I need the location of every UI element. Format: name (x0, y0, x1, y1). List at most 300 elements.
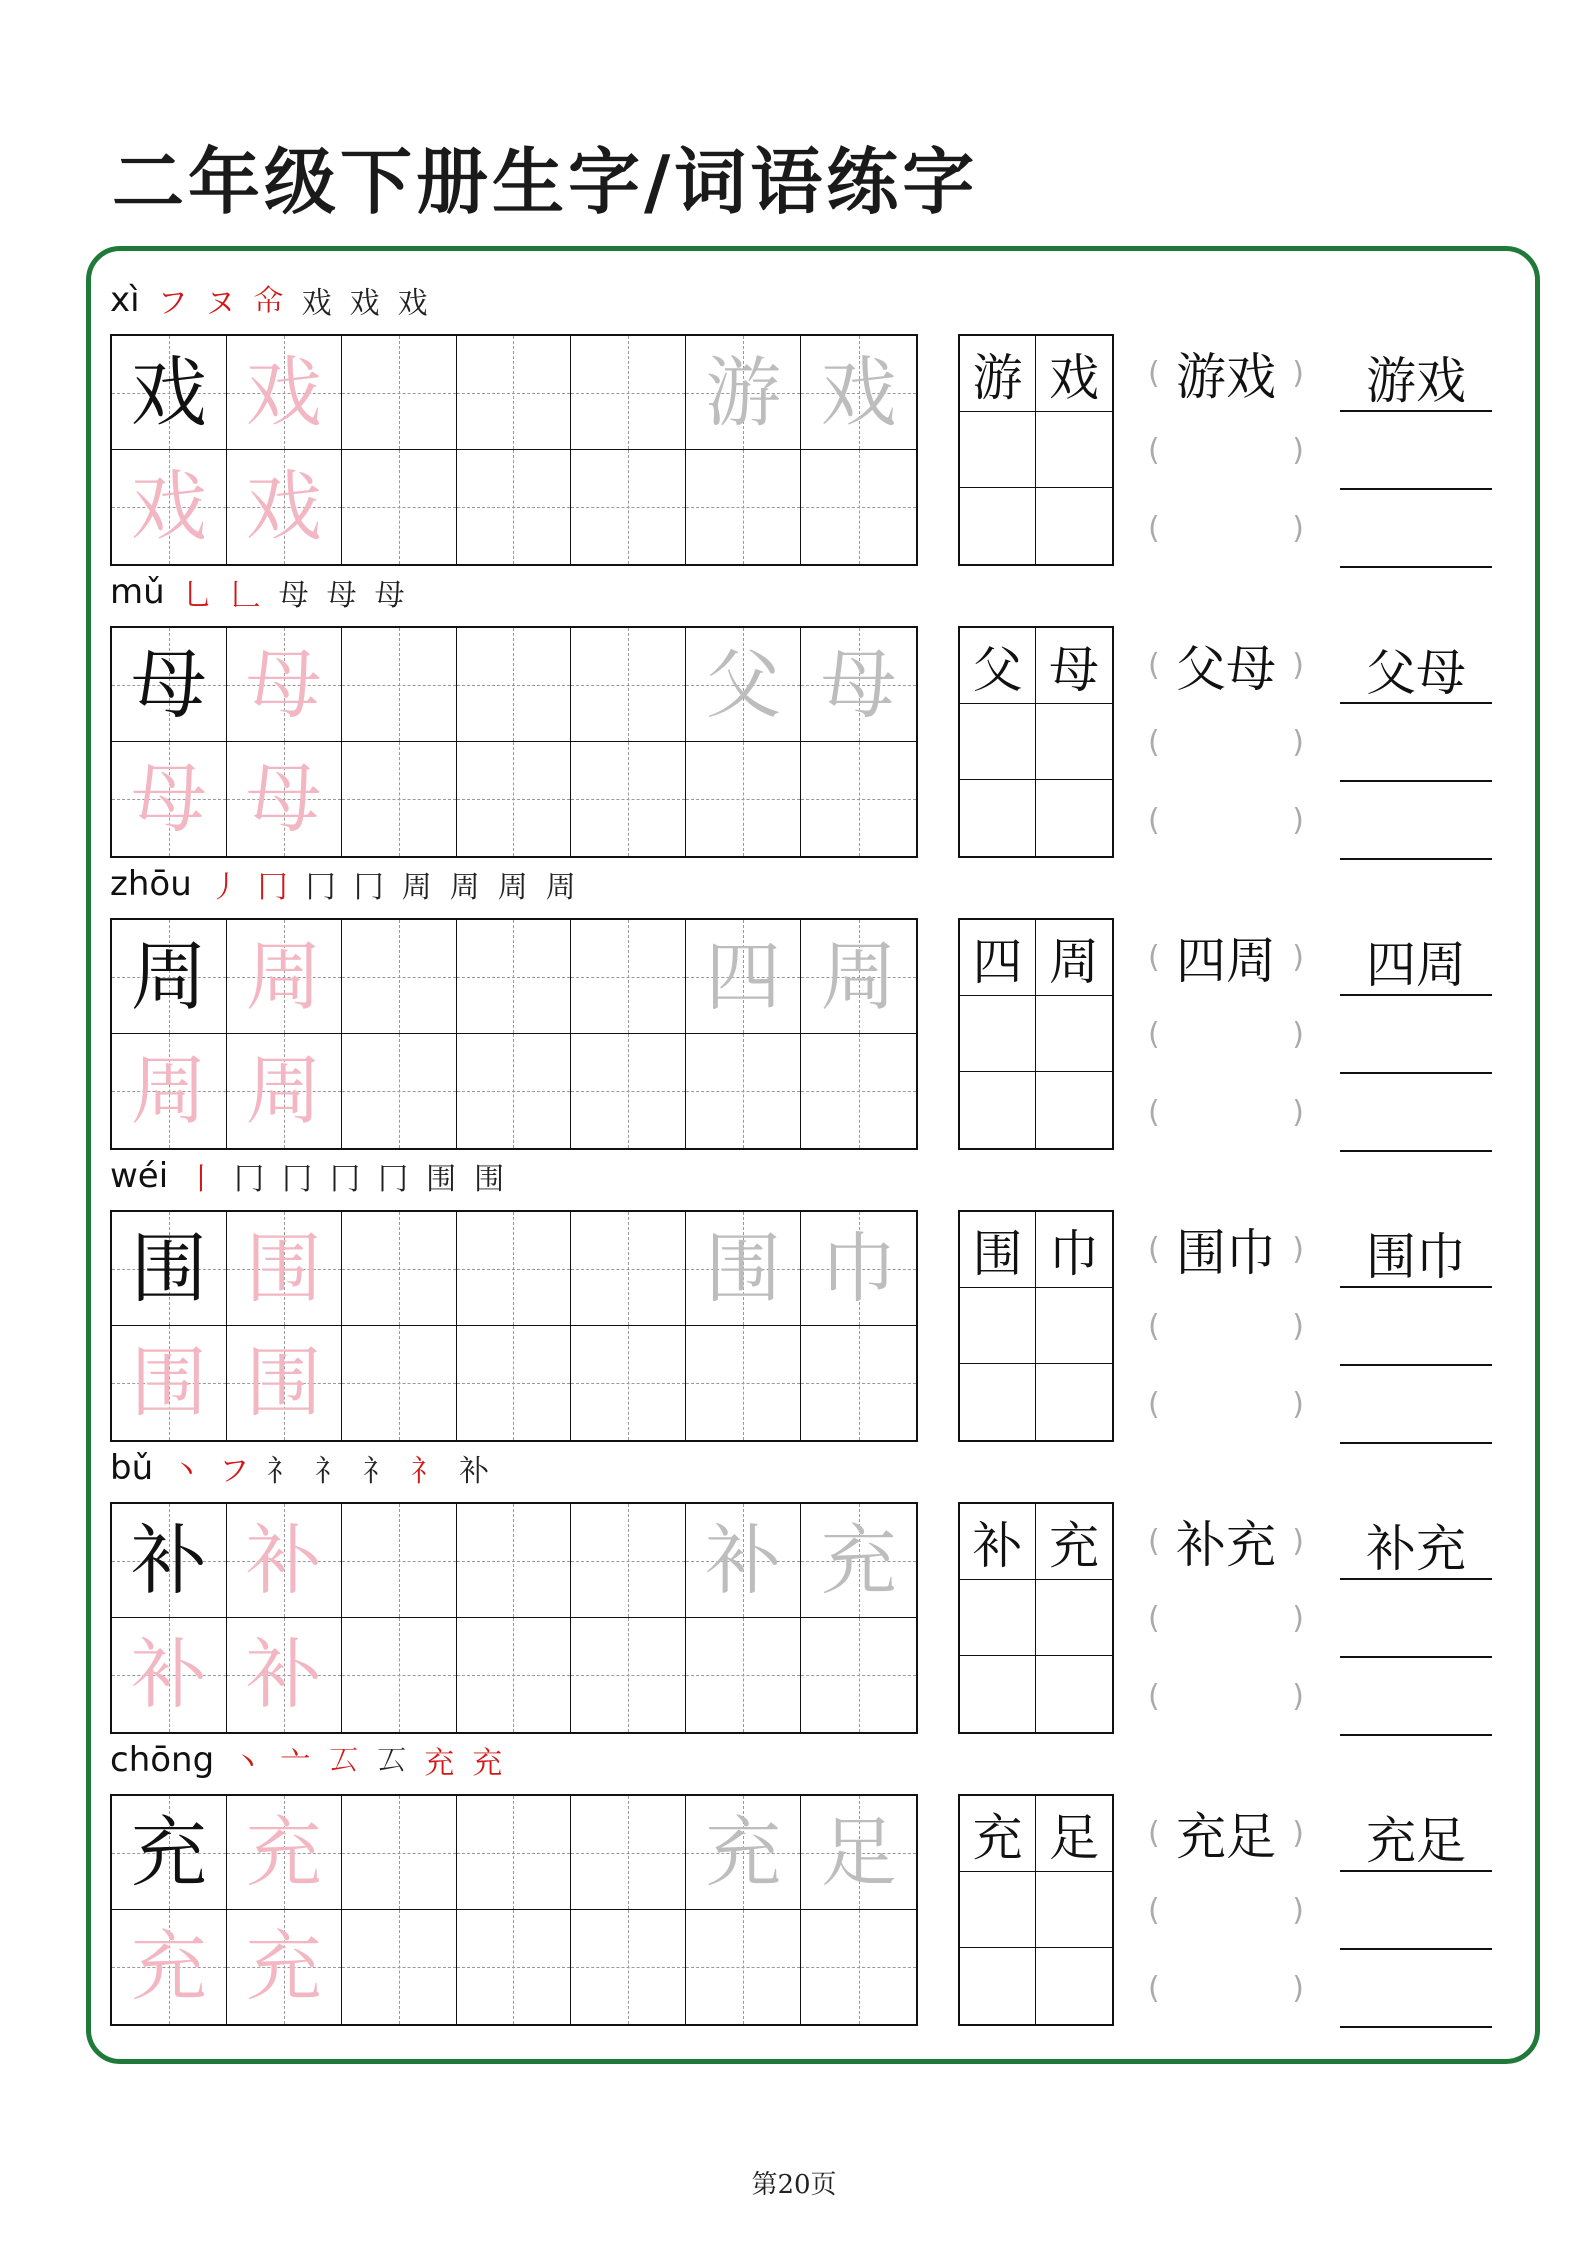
trace-word-cell (686, 920, 801, 1034)
underline-word-text: 充足 (1366, 1812, 1466, 1870)
practice-character: 戏 (245, 462, 322, 551)
word-character-cell: 充 (1036, 1504, 1112, 1580)
practice-character: 充 (245, 1922, 322, 2011)
pinyin-stroke-row (110, 864, 594, 904)
practice-character: 充 (130, 1807, 207, 1897)
stroke-order-step: 围 (474, 1162, 505, 1197)
tianzige-practice-grid (110, 1210, 918, 1442)
stroke-order-step: フ (219, 1454, 250, 1489)
paren-blank-row[interactable] (1148, 425, 1304, 475)
stroke-order-step: 周 (401, 870, 432, 905)
stroke-order-step: 戏 (397, 286, 428, 321)
open-paren: ( (1148, 1231, 1160, 1267)
tianzige-practice-grid (110, 334, 918, 566)
tianzige-practice-grid (110, 1502, 918, 1734)
stroke-order-step: 𢁰 (253, 284, 284, 319)
word-character-cell: 巾 (1036, 1212, 1112, 1288)
parentheses-column (1148, 626, 1304, 858)
trace-character-cell (227, 1796, 342, 1910)
practice-cell[interactable] (457, 1326, 572, 1440)
practice-character: 戏 (245, 347, 322, 437)
stroke-order-step: 丨 (186, 1162, 217, 1197)
pinyin-label: chōng (110, 1740, 215, 1780)
paren-word-row (1148, 1808, 1304, 1866)
practice-cell[interactable] (571, 1326, 686, 1440)
underline-word-row (1340, 350, 1492, 412)
practice-cell[interactable] (342, 1504, 457, 1618)
practice-cell[interactable] (686, 1618, 801, 1732)
word-blank-cell[interactable] (1036, 780, 1112, 856)
page-title: 二年级下册生字/词语练字 (112, 139, 979, 224)
word-blank-cell[interactable] (1036, 412, 1112, 488)
practice-cell[interactable] (342, 450, 457, 564)
underline-column (1340, 1210, 1492, 1442)
word-blank-cell[interactable] (1036, 704, 1112, 780)
practice-cell[interactable] (342, 742, 457, 856)
stroke-order-step: 充 (424, 1746, 455, 1781)
pinyin-stroke-row (110, 1448, 507, 1488)
underline-column (1340, 626, 1492, 858)
underline-column (1340, 1794, 1492, 2026)
word-blank-cell[interactable] (960, 1072, 1036, 1148)
practice-cell[interactable] (801, 1618, 916, 1732)
trace-word-cell (801, 628, 916, 742)
paren-word-row (1148, 1516, 1304, 1574)
underline-blank-row[interactable] (1340, 428, 1492, 490)
paren-word-row (1148, 640, 1304, 698)
pinyin-label: bǔ (110, 1448, 154, 1488)
stroke-order-step: 戏 (301, 286, 332, 321)
close-paren: ) (1292, 510, 1304, 546)
practice-cell[interactable] (342, 920, 457, 1034)
practice-character: 母 (245, 754, 322, 843)
practice-cell[interactable] (801, 1034, 916, 1148)
word-blank-cell[interactable] (1036, 1872, 1112, 1948)
word-blank-cell[interactable] (960, 412, 1036, 488)
paren-word-text: 四周 (1176, 932, 1276, 990)
underline-blank-row[interactable] (1340, 798, 1492, 860)
trace-character-cell (227, 742, 342, 856)
practice-cell[interactable] (571, 920, 686, 1034)
stroke-order-step: 冂 (353, 870, 384, 905)
trace-character-cell (112, 450, 227, 564)
tianzige-practice-grid (110, 1794, 918, 2026)
practice-character: 游 (705, 347, 782, 437)
word-writing-box (958, 918, 1114, 1150)
close-paren: ) (1292, 1016, 1304, 1052)
model-character-cell (112, 628, 227, 742)
close-paren: ) (1292, 1094, 1304, 1130)
practice-cell[interactable] (342, 1618, 457, 1732)
practice-cell[interactable] (571, 1796, 686, 1910)
word-character-cell: 四 (960, 920, 1036, 996)
underline-blank-row[interactable] (1340, 1596, 1492, 1658)
trace-word-cell (801, 336, 916, 450)
stroke-order-step: 𠫔 (376, 1744, 407, 1779)
word-blank-cell[interactable] (1036, 1948, 1112, 2024)
practice-character: 充 (705, 1807, 782, 1897)
paren-word-text: 补充 (1176, 1516, 1276, 1574)
practice-cell[interactable] (801, 1326, 916, 1440)
stroke-order-step: 𠫔 (328, 1744, 359, 1779)
practice-cell[interactable] (457, 450, 572, 564)
stroke-order-step: 母 (278, 578, 309, 613)
word-blank-cell[interactable] (1036, 1656, 1112, 1732)
practice-cell[interactable] (571, 1910, 686, 2024)
word-blank-cell[interactable] (960, 1580, 1036, 1656)
word-blank-cell[interactable] (1036, 1364, 1112, 1440)
word-blank-cell[interactable] (960, 780, 1036, 856)
paren-word-row (1148, 932, 1304, 990)
stroke-order-step: 𠃊 (230, 578, 261, 613)
stroke-order-step: 丶 (232, 1746, 263, 1781)
paren-blank-row[interactable] (1148, 1087, 1304, 1137)
word-blank-cell[interactable] (1036, 488, 1112, 564)
underline-blank-row[interactable] (1340, 1012, 1492, 1074)
stroke-order-step: 冂 (330, 1162, 361, 1197)
stroke-order-step: 充 (472, 1746, 503, 1781)
trace-character-cell (227, 1618, 342, 1732)
paren-blank-row[interactable] (1148, 1885, 1304, 1935)
paren-blank-row[interactable] (1148, 1671, 1304, 1721)
word-blank-cell[interactable] (960, 1656, 1036, 1732)
parentheses-column (1148, 334, 1304, 566)
paren-blank-row[interactable] (1148, 1379, 1304, 1429)
word-blank-cell[interactable] (1036, 1288, 1112, 1364)
underline-blank-row[interactable] (1340, 720, 1492, 782)
model-character-cell (112, 1212, 227, 1326)
underline-column (1340, 918, 1492, 1150)
open-paren: ( (1148, 802, 1160, 838)
parentheses-column (1148, 1210, 1304, 1442)
close-paren: ) (1292, 355, 1304, 391)
trace-word-cell (686, 1796, 801, 1910)
practice-character: 戏 (130, 462, 207, 551)
stroke-order-step: 礻 (411, 1454, 442, 1489)
stroke-order-step: 礻 (363, 1454, 394, 1489)
stroke-order-step: 母 (326, 578, 357, 613)
underline-blank-row[interactable] (1340, 1382, 1492, 1444)
paren-blank-row[interactable] (1148, 717, 1304, 767)
practice-cell[interactable] (801, 1910, 916, 2024)
trace-word-cell (686, 628, 801, 742)
stroke-order-step: 冂 (234, 1162, 265, 1197)
word-blank-cell[interactable] (960, 1364, 1036, 1440)
practice-character: 母 (820, 639, 897, 729)
practice-cell[interactable] (457, 742, 572, 856)
word-blank-cell[interactable] (960, 1872, 1036, 1948)
practice-character: 母 (245, 639, 322, 729)
underline-column (1340, 334, 1492, 566)
open-paren: ( (1148, 1892, 1160, 1928)
practice-cell[interactable] (457, 1618, 572, 1732)
practice-character: 周 (130, 931, 207, 1021)
open-paren: ( (1148, 355, 1160, 391)
pinyin-stroke-row (110, 1156, 522, 1196)
practice-cell[interactable] (457, 1034, 572, 1148)
paren-blank-row[interactable] (1148, 1301, 1304, 1351)
tianzige-practice-grid (110, 626, 918, 858)
pinyin-stroke-row (110, 280, 446, 320)
paren-blank-row[interactable] (1148, 1593, 1304, 1643)
practice-character: 父 (705, 639, 782, 729)
practice-cell[interactable] (457, 920, 572, 1034)
practice-cell[interactable] (801, 450, 916, 564)
practice-cell[interactable] (342, 1034, 457, 1148)
underline-blank-row[interactable] (1340, 506, 1492, 568)
pinyin-stroke-row (110, 1740, 520, 1780)
word-writing-box (958, 1794, 1114, 2026)
model-character-cell (112, 1504, 227, 1618)
underline-blank-row[interactable] (1340, 1888, 1492, 1950)
close-paren: ) (1292, 939, 1304, 975)
open-paren: ( (1148, 1970, 1160, 2006)
practice-character: 戏 (130, 347, 207, 437)
underline-word-text: 补充 (1366, 1520, 1466, 1578)
open-paren: ( (1148, 432, 1160, 468)
practice-character: 充 (245, 1807, 322, 1897)
practice-cell[interactable] (686, 1326, 801, 1440)
open-paren: ( (1148, 1094, 1160, 1130)
practice-cell[interactable] (457, 336, 572, 450)
practice-character: 补 (130, 1630, 207, 1719)
practice-cell[interactable] (457, 1504, 572, 1618)
paren-blank-row[interactable] (1148, 1009, 1304, 1059)
practice-character: 四 (705, 931, 782, 1021)
open-paren: ( (1148, 1815, 1160, 1851)
practice-cell[interactable] (571, 628, 686, 742)
practice-cell[interactable] (457, 1212, 572, 1326)
pinyin-label: wéi (110, 1156, 169, 1196)
word-character-cell: 游 (960, 336, 1036, 412)
close-paren: ) (1292, 1308, 1304, 1344)
model-character-cell (112, 1796, 227, 1910)
close-paren: ) (1292, 1600, 1304, 1636)
paren-word-text: 围巾 (1176, 1224, 1276, 1282)
word-blank-cell[interactable] (1036, 996, 1112, 1072)
underline-word-row (1340, 1518, 1492, 1580)
paren-blank-row[interactable] (1148, 1963, 1304, 2013)
underline-column (1340, 1502, 1492, 1734)
practice-character: 围 (705, 1223, 782, 1313)
parentheses-column (1148, 1794, 1304, 2026)
practice-character: 补 (130, 1515, 207, 1605)
stroke-order-step: 冂 (378, 1162, 409, 1197)
model-character-cell (112, 920, 227, 1034)
close-paren: ) (1292, 1678, 1304, 1714)
stroke-order-step: 亠 (280, 1746, 311, 1781)
trace-character-cell (112, 1326, 227, 1440)
underline-blank-row[interactable] (1340, 1674, 1492, 1736)
word-character-cell: 围 (960, 1212, 1036, 1288)
trace-character-cell (227, 628, 342, 742)
practice-cell[interactable] (457, 1910, 572, 2024)
word-blank-cell[interactable] (1036, 1072, 1112, 1148)
open-paren: ( (1148, 1308, 1160, 1344)
practice-character: 围 (245, 1338, 322, 1427)
stroke-order-step: 丿 (209, 870, 240, 905)
stroke-order-step: 礻 (267, 1454, 298, 1489)
practice-character: 巾 (820, 1223, 897, 1313)
trace-word-cell (686, 1212, 801, 1326)
trace-character-cell (227, 1034, 342, 1148)
practice-character: 补 (245, 1515, 322, 1605)
stroke-order-step: 周 (497, 870, 528, 905)
practice-cell[interactable] (342, 1910, 457, 2024)
practice-cell[interactable] (342, 1212, 457, 1326)
paren-word-text: 游戏 (1176, 348, 1276, 406)
paren-blank-row[interactable] (1148, 795, 1304, 845)
practice-cell[interactable] (571, 336, 686, 450)
trace-character-cell (227, 920, 342, 1034)
trace-word-cell (686, 336, 801, 450)
open-paren: ( (1148, 1678, 1160, 1714)
stroke-order-step: 冂 (257, 870, 288, 905)
practice-cell[interactable] (342, 336, 457, 450)
practice-cell[interactable] (457, 1796, 572, 1910)
underline-blank-row[interactable] (1340, 1090, 1492, 1152)
trace-character-cell (112, 1910, 227, 2024)
close-paren: ) (1292, 802, 1304, 838)
practice-cell[interactable] (342, 1326, 457, 1440)
underline-blank-row[interactable] (1340, 1304, 1492, 1366)
parentheses-column (1148, 918, 1304, 1150)
underline-word-text: 围巾 (1366, 1228, 1466, 1286)
practice-cell[interactable] (571, 450, 686, 564)
paren-word-row (1148, 1224, 1304, 1282)
pinyin-label: xì (110, 280, 140, 320)
word-writing-box (958, 334, 1114, 566)
trace-character-cell (227, 1910, 342, 2024)
trace-character-cell (227, 450, 342, 564)
open-paren: ( (1148, 1523, 1160, 1559)
practice-character: 周 (820, 931, 897, 1021)
practice-character: 周 (245, 1046, 322, 1135)
practice-cell[interactable] (801, 742, 916, 856)
close-paren: ) (1292, 1523, 1304, 1559)
trace-character-cell (112, 742, 227, 856)
practice-cell[interactable] (571, 1504, 686, 1618)
underline-word-row (1340, 1226, 1492, 1288)
practice-character: 补 (245, 1630, 322, 1719)
trace-character-cell (112, 1618, 227, 1732)
open-paren: ( (1148, 939, 1160, 975)
paren-word-text: 充足 (1176, 1808, 1276, 1866)
close-paren: ) (1292, 1231, 1304, 1267)
trace-word-cell (686, 1504, 801, 1618)
trace-word-cell (801, 1796, 916, 1910)
underline-word-row (1340, 642, 1492, 704)
word-writing-box (958, 1502, 1114, 1734)
practice-character: 补 (705, 1515, 782, 1605)
stroke-order-step: 冂 (305, 870, 336, 905)
practice-cell[interactable] (342, 628, 457, 742)
practice-cell[interactable] (686, 1034, 801, 1148)
stroke-order-step: 周 (545, 870, 576, 905)
stroke-order-step: ヌ (205, 286, 236, 321)
trace-word-cell (801, 1212, 916, 1326)
word-character-cell: 足 (1036, 1796, 1112, 1872)
stroke-order-step: 乚 (182, 578, 213, 613)
word-blank-cell[interactable] (960, 1948, 1036, 2024)
practice-character: 充 (820, 1515, 897, 1605)
practice-character: 充 (130, 1922, 207, 2011)
practice-cell[interactable] (686, 1910, 801, 2024)
open-paren: ( (1148, 724, 1160, 760)
practice-cell[interactable] (571, 1618, 686, 1732)
word-blank-cell[interactable] (1036, 1580, 1112, 1656)
practice-character: 周 (130, 1046, 207, 1135)
underline-word-text: 游戏 (1366, 352, 1466, 410)
word-character-cell: 父 (960, 628, 1036, 704)
pinyin-label: zhōu (110, 864, 192, 904)
close-paren: ) (1292, 1892, 1304, 1928)
word-blank-cell[interactable] (960, 1288, 1036, 1364)
practice-character: 围 (245, 1223, 322, 1313)
practice-character: 周 (245, 931, 322, 1021)
practice-character: 母 (130, 754, 207, 843)
practice-cell[interactable] (686, 450, 801, 564)
stroke-order-step: 母 (374, 578, 405, 613)
trace-character-cell (112, 1034, 227, 1148)
stroke-order-step: 丶 (171, 1454, 202, 1489)
underline-word-text: 四周 (1366, 936, 1466, 994)
stroke-order-step: 冂 (282, 1162, 313, 1197)
practice-character: 围 (130, 1338, 207, 1427)
page-number: 第20页 (751, 2170, 837, 2200)
trace-character-cell (227, 336, 342, 450)
word-character-cell: 母 (1036, 628, 1112, 704)
practice-cell[interactable] (686, 742, 801, 856)
word-writing-box (958, 1210, 1114, 1442)
practice-cell[interactable] (342, 1796, 457, 1910)
open-paren: ( (1148, 510, 1160, 546)
word-writing-box (958, 626, 1114, 858)
open-paren: ( (1148, 647, 1160, 683)
paren-word-row (1148, 348, 1304, 406)
stroke-order-step: 周 (449, 870, 480, 905)
close-paren: ) (1292, 1970, 1304, 2006)
practice-cell[interactable] (571, 1212, 686, 1326)
practice-cell[interactable] (571, 742, 686, 856)
practice-character: 围 (130, 1223, 207, 1313)
word-blank-cell[interactable] (960, 704, 1036, 780)
word-character-cell: 充 (960, 1796, 1036, 1872)
word-blank-cell[interactable] (960, 488, 1036, 564)
word-character-cell: 补 (960, 1504, 1036, 1580)
word-blank-cell[interactable] (960, 996, 1036, 1072)
trace-character-cell (227, 1504, 342, 1618)
paren-blank-row[interactable] (1148, 503, 1304, 553)
trace-word-cell (801, 1504, 916, 1618)
practice-cell[interactable] (457, 628, 572, 742)
underline-blank-row[interactable] (1340, 1966, 1492, 2028)
trace-word-cell (801, 920, 916, 1034)
trace-character-cell (227, 1326, 342, 1440)
open-paren: ( (1148, 1016, 1160, 1052)
trace-character-cell (227, 1212, 342, 1326)
model-character-cell (112, 336, 227, 450)
parentheses-column (1148, 1502, 1304, 1734)
stroke-order-step: 补 (459, 1454, 490, 1489)
close-paren: ) (1292, 724, 1304, 760)
underline-word-text: 父母 (1366, 644, 1466, 702)
underline-word-row (1340, 934, 1492, 996)
practice-cell[interactable] (571, 1034, 686, 1148)
close-paren: ) (1292, 432, 1304, 468)
stroke-order-step: 礻 (315, 1454, 346, 1489)
stroke-order-step: 围 (426, 1162, 457, 1197)
